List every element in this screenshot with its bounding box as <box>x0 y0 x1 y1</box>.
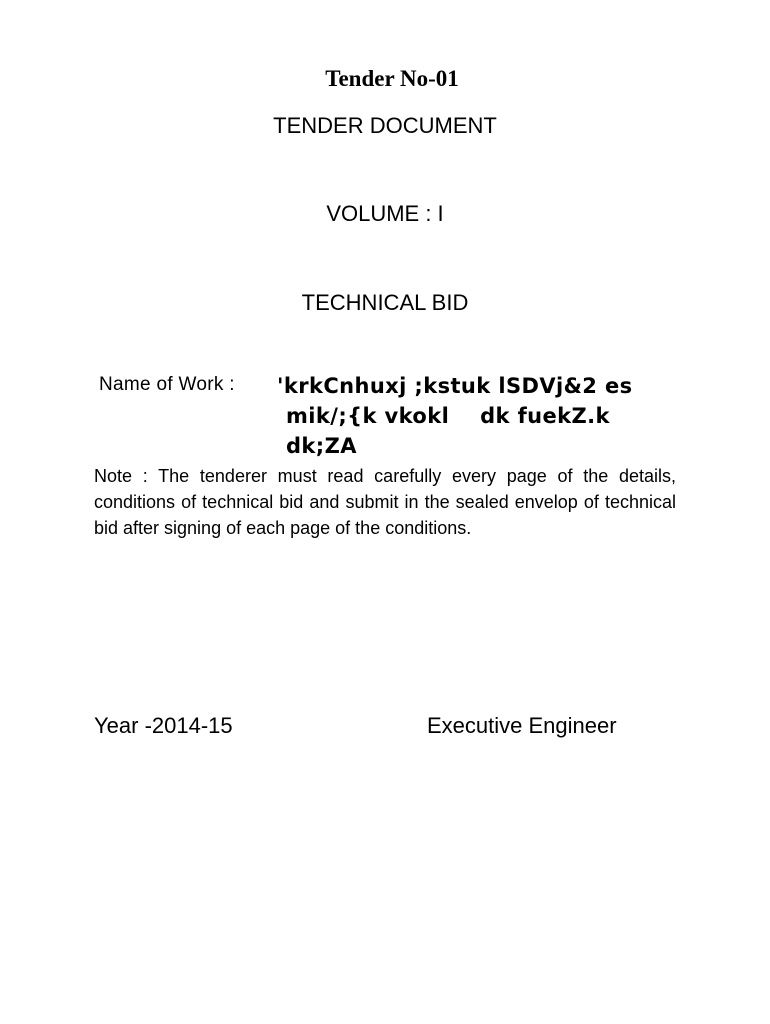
name-of-work-line-3: dk;ZA <box>286 434 357 458</box>
signatory-label: Executive Engineer <box>427 713 617 738</box>
bid-type-label: TECHNICAL BID <box>301 290 469 315</box>
name-of-work-label: Name of Work : <box>99 374 235 395</box>
name-of-work-line-2: mik/;{k vkokl dk fuekZ.k <box>286 404 610 428</box>
note-paragraph: Note : The tenderer must read carefully every page of the details, conditions of technical bid and submit in the sealed envelop of technical bid after signing of each page of the conditions. <box>94 466 676 538</box>
year-label: Year -2014-15 <box>94 713 233 738</box>
document-title: TENDER DOCUMENT <box>273 113 497 138</box>
volume-label: VOLUME : I <box>326 201 444 226</box>
name-of-work-value <box>277 371 677 461</box>
name-of-work-line-1: 'krkCnhuxj ;kstuk lSDVj&2 es <box>277 374 633 398</box>
tender-number-heading: Tender No-01 <box>325 66 459 91</box>
